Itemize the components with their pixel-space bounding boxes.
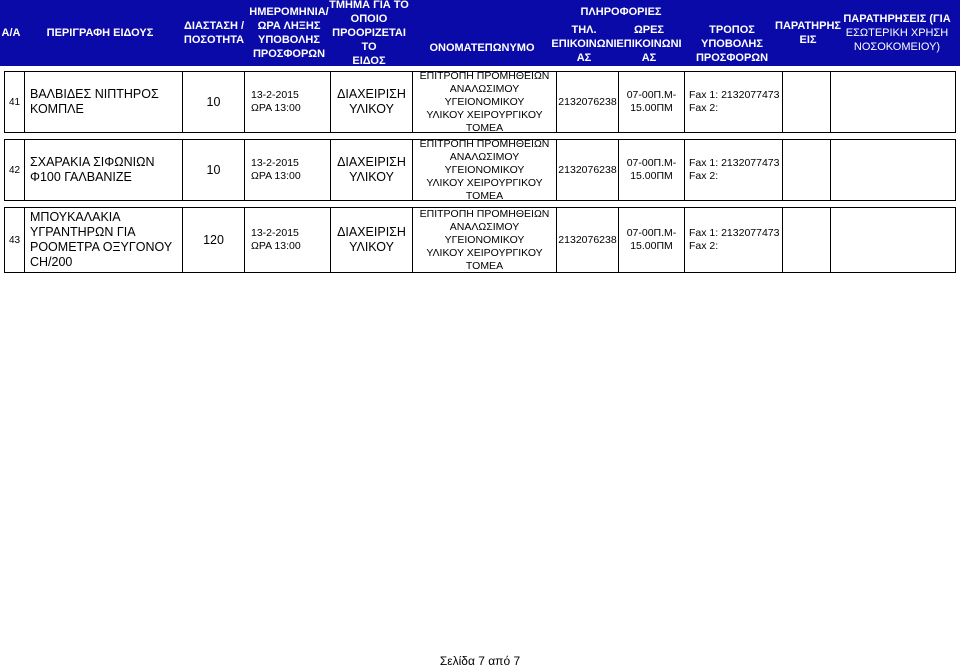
fax-1: Fax 1: 2132077473 bbox=[689, 227, 780, 239]
hours-line: 15.00ΠΜ bbox=[630, 102, 673, 114]
description-line: ΜΠΟΥΚΑΛΑΚΙΑ bbox=[30, 210, 121, 224]
row-name bbox=[413, 137, 557, 202]
row-internal bbox=[831, 72, 957, 132]
header-remarks-line: ΠΑΡΑΤΗΡΗΣ bbox=[775, 20, 841, 32]
name-line: ΕΠΙΤΡΟΠΗ ΠΡΟΜΗΘΕΙΩΝ bbox=[419, 137, 550, 150]
name-line: ΥΛΙΚΟΥ ΧΕΙΡΟΥΡΓΙΚΟΥ bbox=[426, 246, 543, 259]
fax-2: Fax 2: bbox=[689, 170, 719, 182]
header-hours-line: ΩΡΕΣ bbox=[633, 24, 665, 36]
name-line: ΑΝΑΛΩΣΙΜΟΥ ΥΓΕΙΟΝΟΜΙΚΟΥ bbox=[444, 82, 525, 108]
row-description bbox=[25, 140, 183, 200]
header-deadline bbox=[250, 0, 328, 66]
name-line: ΥΛΙΚΟΥ ΧΕΙΡΟΥΡΓΙΚΟΥ bbox=[426, 108, 543, 121]
header-hours bbox=[616, 22, 682, 66]
department-line: ΔΙΑΧΕΙΡΙΣΗ bbox=[337, 155, 406, 169]
description-line: CH/200 bbox=[30, 255, 73, 269]
header-quantity-line: ΔΙΑΣΤΑΣΗ / bbox=[183, 20, 244, 32]
row-deadline bbox=[245, 140, 331, 200]
description-line: Φ100 ΓΑΛΒΑΝΙΖΕ bbox=[30, 170, 132, 184]
header-hours-line: ΑΣ bbox=[641, 52, 657, 64]
row-aa: 42 bbox=[5, 140, 25, 200]
hours-line: 07-00Π.Μ- bbox=[626, 227, 677, 239]
header-internal-line: ΝΟΣΟΚΟΜΕΙΟΥ) bbox=[853, 41, 941, 53]
department-line: ΔΙΑΧΕΙΡΙΣΗ bbox=[337, 225, 406, 239]
header-info: ΠΛΗΡΟΦΟΡΙΕΣ bbox=[580, 6, 662, 18]
header-tel-line: ΑΣ bbox=[576, 52, 592, 64]
table-row bbox=[4, 207, 956, 273]
row-hours bbox=[619, 72, 685, 132]
header-remarks-line: ΕΙΣ bbox=[799, 34, 817, 46]
row-mode bbox=[685, 208, 783, 272]
row-tel: 2132076238 bbox=[557, 72, 619, 132]
description-line: ΚΟΜΠΛΕ bbox=[30, 102, 84, 116]
header-mode bbox=[682, 22, 782, 66]
header-department-line: ΕΙΔΟΣ bbox=[352, 55, 386, 67]
row-remarks bbox=[783, 140, 831, 200]
header-mode-line: ΤΡΟΠΟΣ ΥΠΟΒΟΛΗΣ bbox=[701, 24, 763, 50]
name-line: ΥΛΙΚΟΥ ΧΕΙΡΟΥΡΓΙΚΟΥ bbox=[426, 176, 543, 189]
header-hours-line: ΕΠΙΚΟΙΝΩΝΙ bbox=[616, 38, 682, 50]
department-line: ΥΛΙΚΟΥ bbox=[349, 240, 394, 254]
description-line: ΒΑΛΒΙΔΕΣ ΝΙΠΤΗΡΟΣ bbox=[30, 87, 159, 101]
row-aa: 41 bbox=[5, 72, 25, 132]
name-line: ΤΟΜΕΑ bbox=[465, 259, 504, 272]
name-line: ΤΟΜΕΑ bbox=[465, 189, 504, 202]
row-department bbox=[331, 72, 413, 132]
row-deadline bbox=[245, 72, 331, 132]
header-tel bbox=[552, 22, 616, 66]
name-line: ΑΝΑΛΩΣΙΜΟΥ ΥΓΕΙΟΝΟΜΙΚΟΥ bbox=[444, 220, 525, 246]
row-quantity: 120 bbox=[183, 208, 245, 272]
row-mode bbox=[685, 72, 783, 132]
hours-line: 07-00Π.Μ- bbox=[626, 89, 677, 101]
hours-line: 15.00ΠΜ bbox=[630, 240, 673, 252]
name-line: ΕΠΙΤΡΟΠΗ ΠΡΟΜΗΘΕΙΩΝ bbox=[419, 69, 550, 82]
row-remarks bbox=[783, 72, 831, 132]
header-department-line: ΠΡΟΟΡΙΖΕΤΑΙ ΤΟ bbox=[332, 27, 406, 53]
fax-1: Fax 1: 2132077473 bbox=[689, 89, 780, 101]
table-row bbox=[4, 71, 956, 133]
header-department-line: ΟΠΟΙΟ bbox=[350, 13, 388, 25]
header-aa: Α/Α bbox=[1, 27, 21, 39]
department-line: ΥΛΙΚΟΥ bbox=[349, 170, 394, 184]
row-hours bbox=[619, 208, 685, 272]
hours-line: 15.00ΠΜ bbox=[630, 170, 673, 182]
row-name bbox=[413, 208, 557, 272]
table-row bbox=[4, 139, 956, 201]
deadline-date: 13-2-2015 bbox=[251, 89, 299, 101]
row-aa: 43 bbox=[5, 208, 25, 272]
table-header bbox=[0, 0, 960, 66]
header-mode-line: ΠΡΟΣΦΟΡΩΝ bbox=[695, 52, 769, 64]
deadline-time: ΩΡΑ 13:00 bbox=[251, 102, 301, 114]
header-deadline-line: ΩΡΑ ΛΗΞΗΣ bbox=[257, 20, 321, 32]
header-internal-line: ΠΑΡΑΤΗΡΗΣΕΙΣ (ΓΙΑ bbox=[843, 13, 951, 25]
row-description bbox=[25, 208, 183, 272]
row-hours bbox=[619, 140, 685, 200]
header-deadline-line: ΥΠΟΒΟΛΗΣ bbox=[258, 34, 320, 46]
row-internal bbox=[831, 208, 957, 272]
row-department bbox=[331, 208, 413, 272]
page-number: Σελίδα 7 από 7 bbox=[439, 654, 521, 668]
row-quantity: 10 bbox=[183, 72, 245, 132]
deadline-date: 13-2-2015 bbox=[251, 157, 299, 169]
row-deadline bbox=[245, 208, 331, 272]
header-remarks bbox=[775, 0, 841, 66]
row-name bbox=[413, 69, 557, 134]
items-table bbox=[4, 71, 956, 279]
fax-2: Fax 2: bbox=[689, 102, 719, 114]
header-deadline-line: ΠΡΟΣΦΟΡΩΝ bbox=[252, 48, 326, 60]
header-quantity-line: ΠΟΣΟΤΗΤΑ bbox=[183, 34, 245, 46]
row-tel: 2132076238 bbox=[557, 208, 619, 272]
name-line: ΑΝΑΛΩΣΙΜΟΥ ΥΓΕΙΟΝΟΜΙΚΟΥ bbox=[444, 150, 525, 176]
header-tel-line: ΕΠΙΚΟΙΝΩΝΙ bbox=[551, 38, 617, 50]
row-quantity: 10 bbox=[183, 140, 245, 200]
department-line: ΥΛΙΚΟΥ bbox=[349, 102, 394, 116]
row-description bbox=[25, 72, 183, 132]
description-line: ΡΟΟΜΕΤΡΑ ΟΞΥΓΟΝΟΥ bbox=[30, 240, 173, 254]
row-internal bbox=[831, 140, 957, 200]
hours-line: 07-00Π.Μ- bbox=[626, 157, 677, 169]
header-department-line: ΤΜΗΜΑ ΓΙΑ ΤΟ bbox=[329, 0, 409, 11]
description-line: ΣΧΑΡΑΚΙΑ ΣΙΦΩΝΙΩΝ bbox=[30, 155, 155, 169]
department-line: ΔΙΑΧΕΙΡΙΣΗ bbox=[337, 87, 406, 101]
header-internal bbox=[834, 0, 960, 66]
name-line: ΤΟΜΕΑ bbox=[465, 121, 504, 134]
header-department bbox=[328, 0, 410, 66]
header-description: ΠΕΡΙΓΡΑΦΗ ΕΙΔΟΥΣ bbox=[46, 27, 154, 39]
description-line: ΥΓΡΑΝΤΗΡΩΝ ΓΙΑ bbox=[30, 225, 136, 239]
row-mode bbox=[685, 140, 783, 200]
header-name: ΟΝΟΜΑΤΕΠΩΝΥΜΟ bbox=[429, 42, 535, 54]
row-tel: 2132076238 bbox=[557, 140, 619, 200]
header-internal-line: ΕΣΩΤΕΡΙΚΗ ΧΡΗΣΗ bbox=[845, 27, 949, 39]
deadline-time: ΩΡΑ 13:00 bbox=[251, 170, 301, 182]
header-quantity bbox=[178, 0, 250, 66]
fax-1: Fax 1: 2132077473 bbox=[689, 157, 780, 169]
name-line: ΕΠΙΤΡΟΠΗ ΠΡΟΜΗΘΕΙΩΝ bbox=[419, 207, 550, 220]
row-remarks bbox=[783, 208, 831, 272]
header-tel-line: ΤΗΛ. bbox=[571, 24, 597, 36]
header-deadline-line: ΗΜΕΡΟΜΗΝΙΑ/ bbox=[249, 6, 329, 18]
deadline-date: 13-2-2015 bbox=[251, 227, 299, 239]
deadline-time: ΩΡΑ 13:00 bbox=[251, 240, 301, 252]
fax-2: Fax 2: bbox=[689, 240, 719, 252]
row-department bbox=[331, 140, 413, 200]
